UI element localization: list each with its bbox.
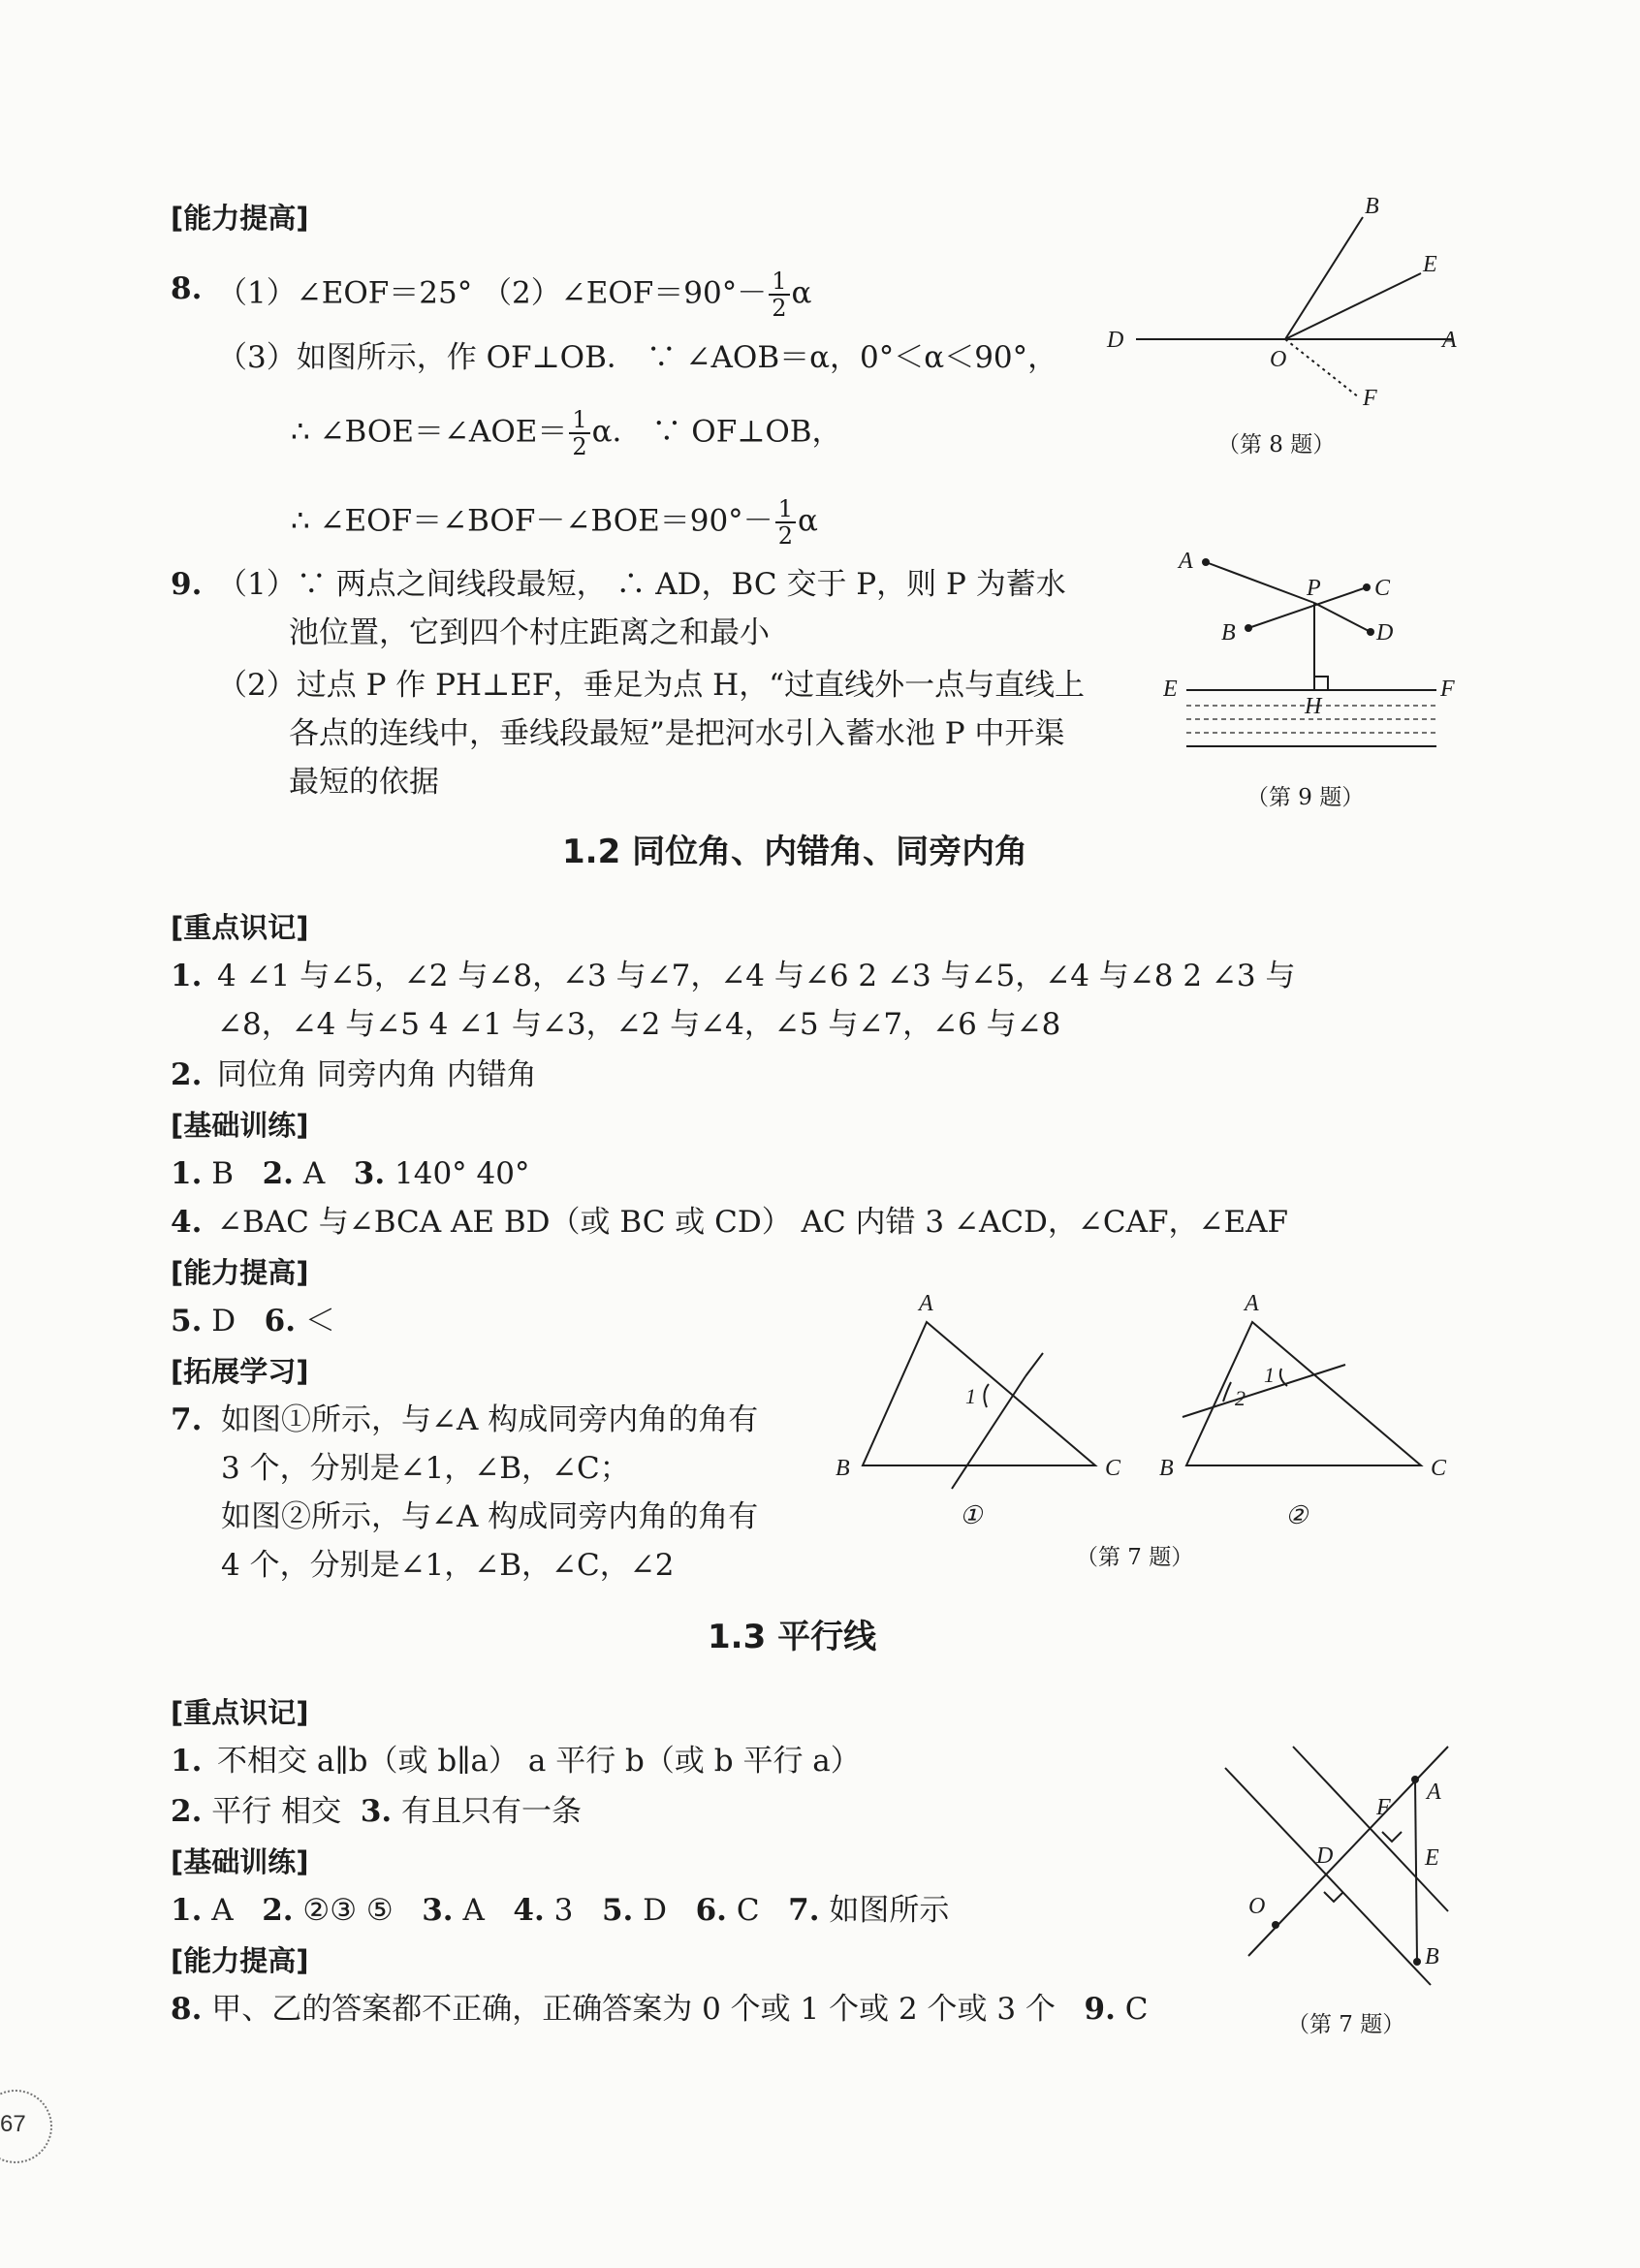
point-d (1367, 628, 1374, 636)
q9-number: 9. (1084, 1992, 1116, 2027)
basic-answers-row (171, 1153, 529, 1194)
point-c (1363, 583, 1371, 591)
point-b (1245, 624, 1252, 632)
q9-line3: （2）过点 P 作 PH⊥EF，垂足为点 H，“过直线外一点与直线上 (217, 668, 1086, 703)
figure-q8 (1095, 194, 1473, 426)
page-number: 67 (0, 2111, 26, 2137)
q9-line2: 池位置，它到四个村庄距离之和最小 (289, 615, 770, 650)
q7-number: 7. (171, 1402, 203, 1437)
label-e: E (1425, 1845, 1439, 1871)
q2-number: 2. (262, 1156, 294, 1191)
q4-number: 4. (513, 1893, 545, 1928)
fraction-numerator: 1 (769, 268, 789, 296)
q7-number: 7. (788, 1893, 820, 1928)
label-a: A (1427, 1780, 1441, 1805)
right-angle-mark (1314, 677, 1328, 690)
label-p: P (1307, 576, 1321, 601)
fraction (775, 496, 796, 549)
q7-line3: 如图②所示，与∠A 构成同旁内角的角有 (221, 1499, 759, 1534)
q2-answer: 平行 相交 (211, 1794, 342, 1829)
q8-number: 8. (171, 1992, 203, 2027)
tag-key-points: [重点识记] (171, 1696, 309, 1729)
q4-answer: ∠BAC 与∠BCA AE BD（或 BC 或 CD） AC 内错 3 ∠ACD，∠CAF，∠EAF (217, 1205, 1288, 1240)
q1-line1: 4 ∠1 与∠5，∠2 与∠8，∠3 与∠7，∠4 与∠6 2 ∠3 与∠5，∠4 与∠8 2 ∠3 与 (217, 959, 1296, 993)
sub-label-1: ① (960, 1501, 983, 1529)
ray-of (1285, 339, 1359, 397)
label-1: 1 (1264, 1363, 1275, 1387)
label-a: A (1179, 549, 1193, 574)
q2-number: 2. (171, 1057, 203, 1092)
point-o (1272, 1921, 1279, 1929)
label-d: D (1107, 328, 1124, 353)
q7-answer: 如图所示 (829, 1893, 950, 1928)
q2-q3-row (171, 1791, 582, 1832)
tag-key-points: [重点识记] (171, 911, 309, 944)
q6-number: 6. (264, 1304, 297, 1339)
q5-number: 5. (171, 1304, 203, 1339)
q6-answer: ＜ (304, 1304, 335, 1339)
q9-line4: 各点的连线中，垂线段最短”是把河水引入蓄水池 P 中开渠 (289, 716, 1065, 751)
fraction-numerator: 1 (775, 496, 796, 523)
point-a (1202, 558, 1210, 566)
label-a: A (1442, 328, 1457, 353)
q6-answer: C (736, 1893, 760, 1928)
right-angle-f (1382, 1832, 1402, 1842)
figure-q7-caption: （第 7 题） (1076, 1545, 1194, 1570)
q2-answer: A (302, 1156, 326, 1191)
figure-q7-parallel (1210, 1731, 1471, 2012)
tag-extension: [拓展学习] (171, 1355, 309, 1388)
q1-number: 1. (171, 959, 203, 993)
fraction-denominator: 2 (772, 295, 787, 322)
label-f: F (1363, 386, 1377, 411)
transversal-1-ext (1025, 1353, 1043, 1376)
sub-label-2: ② (1285, 1501, 1309, 1529)
right-angle-d (1324, 1892, 1343, 1902)
figure-q7-triangles (824, 1285, 1464, 1535)
page-number-circle (0, 2090, 52, 2163)
label-b: B (1425, 1944, 1439, 1969)
q5-number: 5. (601, 1893, 634, 1928)
q2-number: 2. (262, 1893, 294, 1928)
ability-answers-row (171, 1301, 335, 1341)
seg-ad-part1 (1206, 562, 1314, 603)
q4-answer: 3 (553, 1893, 574, 1928)
q1-answer: 不相交 a∥b（或 b∥a） a 平行 b（或 b 平行 a） (217, 1744, 861, 1779)
triangle-2 (1186, 1322, 1421, 1465)
q6-number: 6. (695, 1893, 727, 1928)
q8-answer: 甲、乙的答案都不正确，正确答案为 0 个或 1 个或 2 个或 3 个 (211, 1992, 1056, 2027)
q1-line2: ∠8，∠4 与∠5 4 ∠1 与∠3，∠2 与∠4，∠5 与∠7，∠6 与∠8 (217, 1007, 1061, 1042)
q8-number: 8. (171, 271, 203, 306)
q3-number: 3. (360, 1794, 393, 1829)
q2-number: 2. (171, 1794, 203, 1829)
q1-answer: B (211, 1156, 235, 1191)
label-a: A (919, 1291, 933, 1316)
label-d: D (1316, 1843, 1334, 1869)
q9-answer: C (1124, 1992, 1149, 2027)
tag-basic-training: [基础训练] (171, 1109, 309, 1142)
label-c: C (1431, 1456, 1447, 1481)
q8-line1 (217, 268, 811, 321)
label-b: B (836, 1456, 850, 1481)
label-b: B (1221, 620, 1236, 646)
q8-line3-text: ∴ ∠BOE＝∠AOE＝ (291, 414, 568, 450)
q4-number: 4. (171, 1205, 203, 1240)
q3-answer: 140° 40° (394, 1156, 530, 1191)
section-title-1-2: 1.2 同位角、内错角、同旁内角 (562, 833, 1028, 871)
fraction-suffix: α (797, 503, 818, 539)
q8-q9-row (171, 1989, 1149, 2030)
fraction-denominator: 2 (777, 522, 793, 550)
figure-q9-caption: （第 9 题） (1246, 785, 1365, 810)
q3-answer: 有且只有一条 (401, 1794, 583, 1829)
q1-number: 1. (171, 1893, 203, 1928)
label-f: F (1376, 1795, 1391, 1820)
fraction (769, 268, 789, 321)
label-c: C (1105, 1456, 1121, 1481)
fraction-denominator: 2 (572, 433, 587, 460)
label-e: E (1423, 252, 1437, 277)
q8-line3 (291, 407, 842, 459)
tag-ability: [能力提高] (171, 1256, 309, 1289)
label-o: O (1270, 347, 1287, 372)
label-h: H (1305, 694, 1322, 719)
label-c: C (1374, 576, 1391, 601)
figure-q9 (1163, 539, 1464, 779)
q5-answer: D (643, 1893, 668, 1928)
q1-number: 1. (171, 1156, 203, 1191)
seg-ab (1415, 1780, 1417, 1962)
point-b (1413, 1958, 1421, 1966)
q7-line1: 如图①所示，与∠A 构成同旁内角的角有 (221, 1402, 759, 1437)
figure-q8-caption: （第 8 题） (1217, 432, 1336, 457)
q1-number: 1. (171, 1744, 203, 1779)
q3-number: 3. (422, 1893, 454, 1928)
seg-ad-part2 (1314, 603, 1371, 632)
label-e: E (1163, 677, 1178, 702)
label-2: 2 (1235, 1386, 1246, 1410)
fraction-suffix: α (791, 275, 812, 311)
q2-answer: ②③ ⑤ (302, 1893, 394, 1928)
q1-answer: A (211, 1893, 234, 1928)
q8-line4-text: ∴ ∠EOF＝∠BOF－∠BOE＝90°－ (291, 503, 773, 539)
q9-line1: （1）∵ 两点之间线段最短， ∴ AD，BC 交于 P，则 P 为蓄水 (217, 567, 1066, 602)
q8-line1-text: （1）∠EOF＝25° （2）∠EOF＝90°－ (217, 275, 768, 311)
q3-answer: A (462, 1893, 485, 1928)
section-title-1-3: 1.3 平行线 (708, 1618, 877, 1656)
point-a (1411, 1776, 1419, 1783)
q5-answer: D (211, 1304, 237, 1339)
basic-answers-row (171, 1890, 949, 1931)
q7-line2: 3 个，分别是∠1，∠B，∠C； (221, 1451, 630, 1486)
label-1: 1 (965, 1384, 976, 1408)
q2-answer: 同位角 同旁内角 内错角 (217, 1057, 537, 1092)
label-b: B (1159, 1456, 1174, 1481)
tag-basic-training: [基础训练] (171, 1845, 309, 1878)
fraction (569, 407, 589, 459)
q9-number: 9. (171, 567, 203, 602)
triangle-1 (863, 1322, 1095, 1465)
q7-line4: 4 个，分别是∠1，∠B，∠C，∠2 (221, 1548, 675, 1583)
transversal-1 (952, 1376, 1025, 1489)
q8-line4 (291, 496, 818, 549)
label-o: O (1248, 1894, 1266, 1919)
angle-1-arc (984, 1384, 989, 1407)
tag-ability: [能力提高] (171, 202, 309, 235)
label-b: B (1365, 194, 1379, 219)
q8-line2: （3）如图所示，作 OF⊥OB． ∵ ∠AOB＝α，0°＜α＜90°， (217, 340, 1058, 375)
fraction-suffix: α． ∵ OF⊥OB， (591, 414, 842, 450)
label-d: D (1376, 620, 1394, 646)
tag-ability: [能力提高] (171, 1944, 309, 1977)
line-lower (1225, 1768, 1431, 1985)
label-f: F (1440, 677, 1455, 702)
fraction-numerator: 1 (569, 407, 589, 434)
figure-q7-caption: （第 7 题） (1287, 2012, 1405, 2037)
label-a: A (1245, 1291, 1259, 1316)
q3-number: 3. (353, 1156, 386, 1191)
q9-line5: 最短的依据 (289, 765, 439, 800)
